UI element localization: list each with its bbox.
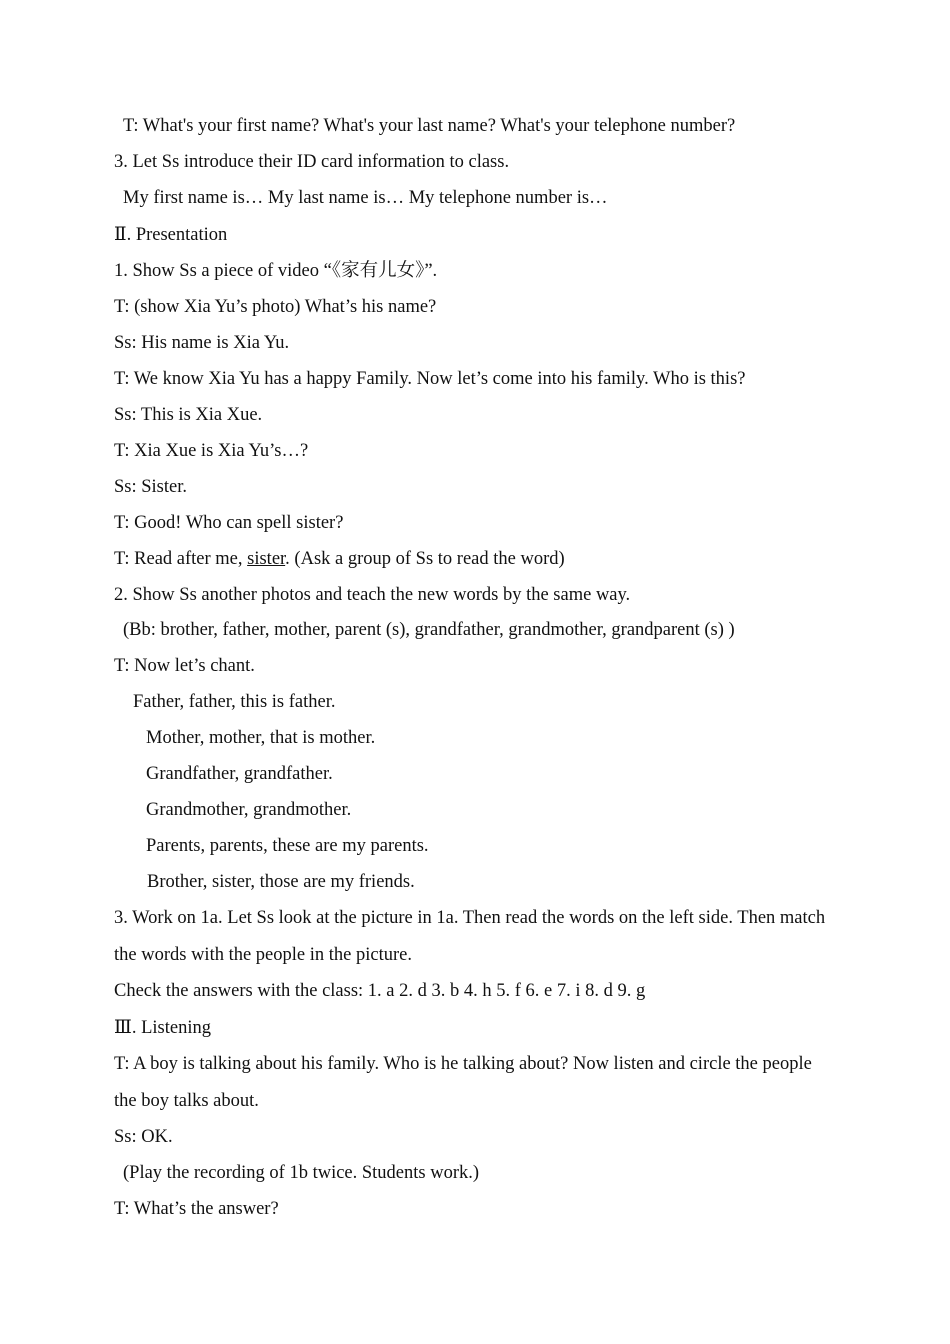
dialogue-line: Ss: His name is Xia Yu. <box>114 333 290 353</box>
chant-line: Mother, mother, that is mother. <box>146 728 376 748</box>
chant-line: Brother, sister, those are my friends. <box>147 872 415 892</box>
underlined-word: sister <box>247 549 286 569</box>
dialogue-line: T: Good! Who can spell sister? <box>114 513 344 533</box>
dialogue-line: T: A boy is talking about his family. Who is he talking about? Now listen and circle the people <box>114 1054 812 1074</box>
dialogue-line <box>114 548 565 570</box>
dialogue-text: . (Ask a group of Ss to read the word) <box>285 549 565 569</box>
dialogue-line: T: What's your first name? What's your last name? What's your telephone number? <box>123 116 736 136</box>
section-heading: Ⅲ. Listening <box>114 1018 211 1038</box>
dialogue-text: T: Read after me, <box>114 549 248 569</box>
dialogue-line: Ss: Sister. <box>114 477 187 497</box>
instruction-line: (Play the recording of 1b twice. Students work.) <box>123 1163 480 1183</box>
step-line: 1. Show Ss a piece of video “《家有儿女》”. <box>114 261 438 281</box>
dialogue-line: T: What’s the answer? <box>114 1199 279 1219</box>
step-line: 2. Show Ss another photos and teach the new words by the same way. <box>114 585 631 605</box>
dialogue-line: the boy talks about. <box>114 1091 259 1111</box>
dialogue-line: T: We know Xia Yu has a happy Family. Now let’s come into his family. Who is this? <box>114 369 746 389</box>
step-line: 3. Let Ss introduce their ID card information to class. <box>114 152 510 172</box>
chant-line: Grandfather, grandfather. <box>146 764 333 784</box>
section-heading: Ⅱ. Presentation <box>114 225 228 245</box>
example-line: My first name is… My last name is… My telephone number is… <box>123 188 608 208</box>
dialogue-line: Ss: OK. <box>114 1127 173 1147</box>
dialogue-line: T: Xia Xue is Xia Yu’s…? <box>114 441 309 461</box>
step-line: the words with the people in the picture. <box>114 945 412 965</box>
blackboard-line: (Bb: brother, father, mother, parent (s), grandfather, grandmother, grandparent (s) ) <box>123 620 735 640</box>
step-line: 3. Work on 1a. Let Ss look at the picture in 1a. Then read the words on the left side. Then match <box>114 908 826 928</box>
dialogue-line: T: (show Xia Yu’s photo) What’s his name? <box>114 297 437 317</box>
dialogue-line: T: Now let’s chant. <box>114 656 255 676</box>
chant-line: Parents, parents, these are my parents. <box>146 836 429 856</box>
chant-line: Grandmother, grandmother. <box>146 800 352 820</box>
dialogue-line: Ss: This is Xia Xue. <box>114 405 263 425</box>
answer-line: Check the answers with the class: 1. a 2. d 3. b 4. h 5. f 6. e 7. i 8. d 9. g <box>114 981 646 1001</box>
chant-line: Father, father, this is father. <box>133 692 336 712</box>
